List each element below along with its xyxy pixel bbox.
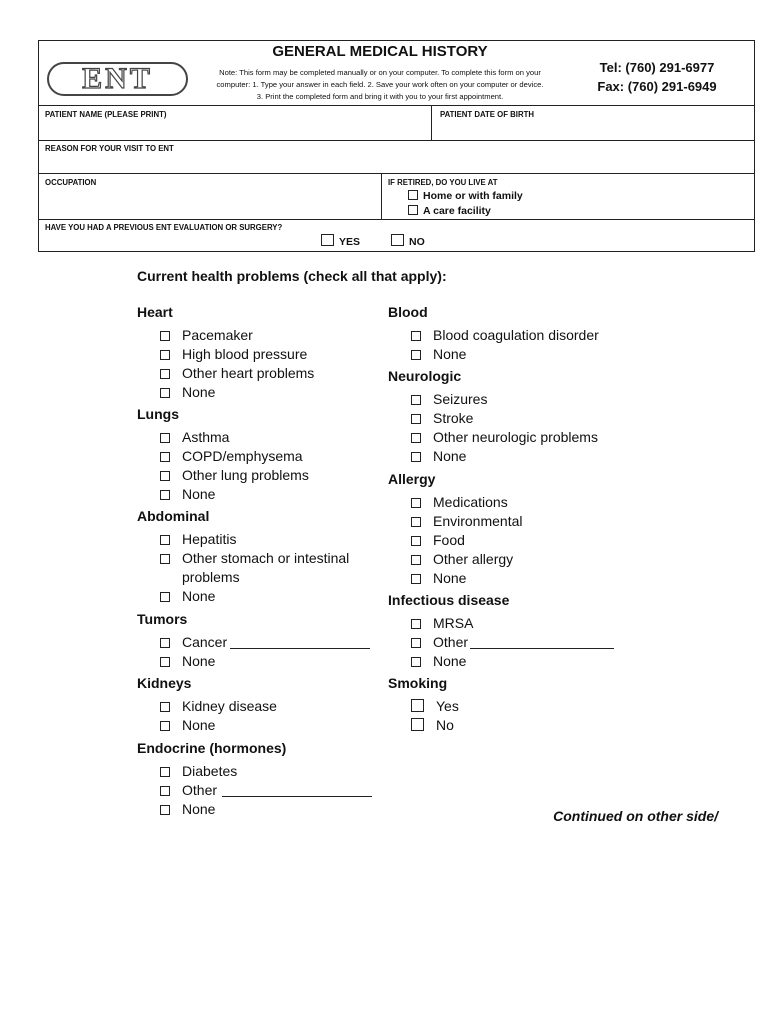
item-label: Diabetes bbox=[182, 763, 238, 779]
item-label: Other stomach or intestinal bbox=[182, 550, 350, 566]
infectious-other-text-field[interactable] bbox=[470, 636, 614, 649]
item-label: None bbox=[433, 653, 467, 669]
item-label: Medications bbox=[433, 494, 508, 510]
checkbox-item[interactable] bbox=[160, 550, 349, 566]
checkbox-item[interactable] bbox=[160, 782, 217, 798]
checkbox[interactable] bbox=[411, 452, 421, 462]
section-title-heart: Heart bbox=[137, 304, 173, 320]
checkbox[interactable] bbox=[160, 767, 170, 777]
checkbox[interactable] bbox=[160, 350, 170, 360]
item-label: Other heart problems bbox=[182, 365, 315, 381]
item-label: MRSA bbox=[433, 615, 474, 631]
section-title-tumors: Tumors bbox=[137, 611, 188, 627]
no-option[interactable] bbox=[391, 234, 425, 248]
section-title-kidneys: Kidneys bbox=[137, 675, 192, 691]
checkbox[interactable] bbox=[408, 205, 418, 215]
checkbox-item[interactable] bbox=[160, 448, 303, 464]
form-note bbox=[200, 67, 560, 103]
checkbox-item[interactable] bbox=[411, 391, 487, 407]
item-label: Environmental bbox=[433, 513, 523, 529]
checkbox[interactable] bbox=[321, 234, 334, 246]
section-title-endocrine: Endocrine (hormones) bbox=[137, 740, 287, 756]
checkbox[interactable] bbox=[411, 619, 421, 629]
checkbox-item[interactable] bbox=[411, 346, 466, 362]
section-title-blood: Blood bbox=[388, 304, 428, 320]
note-line: Note: This form may be completed manually or on your computer. To complete this form on your bbox=[219, 68, 541, 77]
checkbox[interactable] bbox=[160, 702, 170, 712]
checkbox[interactable] bbox=[160, 592, 170, 602]
item-label: Other lung problems bbox=[182, 467, 309, 483]
section-title-abdominal: Abdominal bbox=[137, 508, 210, 524]
divider bbox=[38, 173, 755, 174]
checkbox-item[interactable] bbox=[411, 513, 523, 529]
checkbox[interactable] bbox=[411, 331, 421, 341]
section-title-neurologic: Neurologic bbox=[388, 368, 462, 384]
item-label: Food bbox=[433, 532, 465, 548]
checkbox-item[interactable] bbox=[160, 653, 215, 669]
checkbox[interactable] bbox=[160, 554, 170, 564]
checkbox-item[interactable] bbox=[160, 698, 277, 714]
checkbox-item[interactable] bbox=[411, 448, 466, 464]
option-label: YES bbox=[339, 236, 361, 248]
checkbox[interactable] bbox=[411, 699, 424, 712]
checkbox[interactable] bbox=[411, 638, 421, 648]
checkbox[interactable] bbox=[160, 721, 170, 731]
checkbox[interactable] bbox=[411, 574, 421, 584]
health-heading: Current health problems (check all that apply): bbox=[137, 268, 447, 284]
item-label: Other bbox=[182, 782, 218, 798]
option-label: A care facility bbox=[423, 205, 491, 217]
section-title-allergy: Allergy bbox=[388, 471, 436, 487]
occupation-field[interactable]: OCCUPATION bbox=[45, 178, 97, 187]
item-label: Yes bbox=[436, 698, 459, 714]
checkbox-item[interactable] bbox=[411, 634, 468, 650]
divider bbox=[431, 105, 432, 140]
option-label: Home or with family bbox=[423, 190, 523, 202]
item-label-continued: problems bbox=[182, 569, 240, 585]
checkbox-item[interactable] bbox=[411, 698, 459, 714]
item-label: Stroke bbox=[433, 410, 474, 426]
checkbox-item[interactable] bbox=[411, 410, 473, 426]
checkbox[interactable] bbox=[160, 369, 170, 379]
checkbox-item[interactable] bbox=[160, 429, 229, 445]
item-label: High blood pressure bbox=[182, 346, 308, 362]
divider bbox=[38, 105, 755, 106]
item-label: None bbox=[182, 801, 216, 817]
item-label: Blood coagulation disorder bbox=[433, 327, 599, 343]
continued-note: Continued on other side/ bbox=[553, 808, 718, 824]
checkbox-item[interactable] bbox=[160, 634, 227, 650]
patient-name-field[interactable]: PATIENT NAME (PLEASE PRINT) bbox=[45, 110, 167, 119]
checkbox[interactable] bbox=[411, 395, 421, 405]
checkbox[interactable] bbox=[160, 638, 170, 648]
retired-facility-option[interactable] bbox=[408, 205, 491, 217]
checkbox-item[interactable] bbox=[160, 346, 307, 362]
item-label: Seizures bbox=[433, 391, 488, 407]
note-line: computer: 1. Type your answer in each field. 2. Save your work often on your computer or device. bbox=[216, 80, 544, 89]
item-label: Cancer bbox=[182, 634, 228, 650]
checkbox-item[interactable] bbox=[160, 486, 215, 502]
fax-number: Fax: (760) 291-6949 bbox=[597, 79, 717, 94]
checkbox[interactable] bbox=[160, 490, 170, 500]
ent-logo: ENT bbox=[47, 62, 188, 96]
item-label: No bbox=[436, 717, 454, 733]
checkbox[interactable] bbox=[160, 786, 170, 796]
checkbox[interactable] bbox=[160, 471, 170, 481]
previous-eval-label: HAVE YOU HAD A PREVIOUS ENT EVALUATION OR SURGERY? bbox=[45, 223, 283, 232]
checkbox-item[interactable] bbox=[160, 365, 314, 381]
item-label: Other allergy bbox=[433, 551, 514, 567]
item-label: None bbox=[433, 346, 467, 362]
checkbox-item[interactable] bbox=[411, 494, 508, 510]
yes-option[interactable] bbox=[321, 234, 360, 248]
checkbox[interactable] bbox=[411, 498, 421, 508]
checkbox-item[interactable] bbox=[160, 763, 237, 779]
checkbox[interactable] bbox=[160, 331, 170, 341]
divider bbox=[381, 173, 382, 219]
section-title-infectious: Infectious disease bbox=[388, 592, 510, 608]
item-label: COPD/emphysema bbox=[182, 448, 303, 464]
item-label: Kidney disease bbox=[182, 698, 277, 714]
checkbox-item[interactable] bbox=[411, 615, 473, 631]
checkbox[interactable] bbox=[411, 433, 421, 443]
checkbox-item[interactable] bbox=[160, 384, 215, 400]
checkbox[interactable] bbox=[411, 350, 421, 360]
item-label: None bbox=[433, 570, 467, 586]
checkbox[interactable] bbox=[411, 414, 421, 424]
contact-info bbox=[562, 58, 752, 96]
reason-field[interactable]: REASON FOR YOUR VISIT TO ENT bbox=[45, 144, 174, 153]
item-label: None bbox=[182, 717, 216, 733]
checkbox[interactable] bbox=[391, 234, 404, 246]
phone-number: Tel: (760) 291-6977 bbox=[599, 60, 715, 75]
checkbox-item[interactable] bbox=[411, 717, 454, 733]
checkbox-item[interactable] bbox=[411, 429, 598, 445]
item-label: Other neurologic problems bbox=[433, 429, 598, 445]
dob-field[interactable]: PATIENT DATE OF BIRTH bbox=[440, 110, 534, 119]
note-line: 3. Print the completed form and bring it with you to your first appointment. bbox=[256, 92, 504, 101]
item-label: None bbox=[182, 588, 216, 604]
item-label: Asthma bbox=[182, 429, 230, 445]
retired-home-option[interactable] bbox=[408, 190, 523, 202]
checkbox[interactable] bbox=[160, 657, 170, 667]
checkbox[interactable] bbox=[411, 555, 421, 565]
item-label: None bbox=[182, 384, 216, 400]
checkbox[interactable] bbox=[160, 805, 170, 815]
item-label: Other bbox=[433, 634, 469, 650]
checkbox[interactable] bbox=[160, 452, 170, 462]
checkbox-item[interactable] bbox=[160, 467, 309, 483]
section-title-smoking: Smoking bbox=[388, 675, 448, 691]
checkbox-item[interactable] bbox=[411, 327, 599, 343]
item-label: None bbox=[182, 486, 216, 502]
checkbox[interactable] bbox=[160, 535, 170, 545]
item-label: Hepatitis bbox=[182, 531, 237, 547]
checkbox-item[interactable] bbox=[160, 717, 215, 733]
item-label: Pacemaker bbox=[182, 327, 253, 343]
checkbox-item[interactable] bbox=[160, 531, 236, 547]
endocrine-other-text-field[interactable] bbox=[222, 784, 372, 797]
checkbox-item[interactable] bbox=[411, 570, 466, 586]
retired-label: IF RETIRED, DO YOU LIVE AT bbox=[388, 178, 498, 187]
checkbox-item[interactable] bbox=[411, 551, 513, 567]
checkbox[interactable] bbox=[160, 433, 170, 443]
checkbox[interactable] bbox=[408, 190, 418, 200]
section-title-lungs: Lungs bbox=[137, 406, 179, 422]
checkbox[interactable] bbox=[411, 536, 421, 546]
option-label: NO bbox=[409, 236, 425, 248]
divider bbox=[38, 219, 755, 220]
checkbox-item[interactable] bbox=[411, 653, 466, 669]
checkbox[interactable] bbox=[411, 718, 424, 731]
checkbox[interactable] bbox=[411, 517, 421, 527]
item-label: None bbox=[433, 448, 467, 464]
checkbox[interactable] bbox=[411, 657, 421, 667]
cancer-text-field[interactable] bbox=[230, 636, 370, 649]
checkbox[interactable] bbox=[160, 388, 170, 398]
checkbox-item[interactable] bbox=[160, 588, 215, 604]
form-title: GENERAL MEDICAL HISTORY bbox=[272, 43, 488, 60]
item-label: None bbox=[182, 653, 216, 669]
checkbox-item[interactable] bbox=[160, 801, 215, 817]
checkbox-item[interactable] bbox=[411, 532, 465, 548]
checkbox-item[interactable] bbox=[160, 327, 253, 343]
divider bbox=[38, 140, 755, 141]
